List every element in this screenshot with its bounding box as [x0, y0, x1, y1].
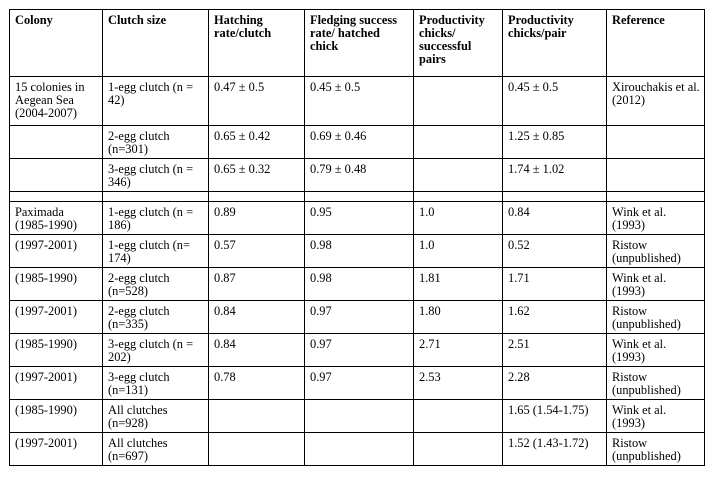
cell-reference: Ristow (unpublished) — [607, 367, 705, 400]
cell-clutch-size: 1-egg clutch (n= 174) — [103, 235, 209, 268]
header-colony: Colony — [10, 10, 103, 77]
spacer-cell — [10, 192, 103, 202]
cell-fledging-success: 0.45 ± 0.5 — [305, 77, 414, 126]
cell-hatching-rate — [209, 400, 305, 433]
cell-clutch-size: All clutches (n=928) — [103, 400, 209, 433]
cell-productivity-pair: 1.25 ± 0.85 — [503, 126, 607, 159]
cell-productivity-successful: 1.0 — [414, 235, 503, 268]
cell-productivity-pair: 1.71 — [503, 268, 607, 301]
cell-reference: Wink et al. (1993) — [607, 268, 705, 301]
cell-reference: Wink et al. (1993) — [607, 334, 705, 367]
cell-fledging-success: 0.69 ± 0.46 — [305, 126, 414, 159]
header-clutch-size: Clutch size — [103, 10, 209, 77]
cell-productivity-successful: 1.0 — [414, 202, 503, 235]
table-row — [10, 400, 705, 433]
cell-fledging-success: 0.98 — [305, 268, 414, 301]
cell-fledging-success — [305, 433, 414, 466]
cell-hatching-rate: 0.78 — [209, 367, 305, 400]
cell-colony: (1985-1990) — [10, 400, 103, 433]
cell-colony: (1997-2001) — [10, 367, 103, 400]
cell-productivity-successful — [414, 400, 503, 433]
cell-clutch-size: 2-egg clutch (n=301) — [103, 126, 209, 159]
spacer-cell — [209, 192, 305, 202]
cell-fledging-success — [305, 400, 414, 433]
cell-productivity-successful: 1.80 — [414, 301, 503, 334]
clutch-productivity-table — [9, 9, 705, 466]
cell-reference: Ristow (unpublished) — [607, 301, 705, 334]
cell-clutch-size: 2-egg clutch (n=528) — [103, 268, 209, 301]
table-row — [10, 367, 705, 400]
cell-colony: Paximada (1985-1990) — [10, 202, 103, 235]
cell-colony: (1985-1990) — [10, 268, 103, 301]
cell-productivity-pair: 2.51 — [503, 334, 607, 367]
cell-reference: Wink et al. (1993) — [607, 202, 705, 235]
header-reference: Reference — [607, 10, 705, 77]
cell-hatching-rate: 0.65 ± 0.42 — [209, 126, 305, 159]
cell-clutch-size: 2-egg clutch (n=335) — [103, 301, 209, 334]
header-hatching-rate: Hatching rate/clutch — [209, 10, 305, 77]
cell-colony: (1997-2001) — [10, 301, 103, 334]
table-row — [10, 235, 705, 268]
spacer-row — [10, 192, 705, 202]
header-fledging-success: Fledging success rate/ hatched chick — [305, 10, 414, 77]
cell-fledging-success: 0.95 — [305, 202, 414, 235]
cell-reference: Wink et al. (1993) — [607, 400, 705, 433]
table-row — [10, 159, 705, 192]
cell-hatching-rate: 0.87 — [209, 268, 305, 301]
cell-productivity-pair: 0.45 ± 0.5 — [503, 77, 607, 126]
table-row — [10, 433, 705, 466]
header-productivity-successful: Productivity chicks/ successful pairs — [414, 10, 503, 77]
cell-productivity-successful — [414, 126, 503, 159]
cell-colony — [10, 159, 103, 192]
table-row — [10, 202, 705, 235]
cell-productivity-successful — [414, 433, 503, 466]
cell-clutch-size: 3-egg clutch (n=131) — [103, 367, 209, 400]
table-row — [10, 334, 705, 367]
spacer-cell — [503, 192, 607, 202]
table-row — [10, 268, 705, 301]
cell-productivity-successful: 2.71 — [414, 334, 503, 367]
table-row — [10, 77, 705, 126]
cell-hatching-rate: 0.84 — [209, 301, 305, 334]
spacer-cell — [103, 192, 209, 202]
cell-hatching-rate — [209, 433, 305, 466]
cell-fledging-success: 0.97 — [305, 334, 414, 367]
cell-reference: Xirouchakis et al. (2012) — [607, 77, 705, 126]
cell-productivity-pair: 2.28 — [503, 367, 607, 400]
cell-clutch-size: 3-egg clutch (n = 202) — [103, 334, 209, 367]
cell-productivity-successful — [414, 77, 503, 126]
cell-hatching-rate: 0.47 ± 0.5 — [209, 77, 305, 126]
cell-colony: (1997-2001) — [10, 433, 103, 466]
cell-hatching-rate: 0.84 — [209, 334, 305, 367]
cell-colony: 15 colonies in Aegean Sea (2004-2007) — [10, 77, 103, 126]
cell-productivity-pair: 1.62 — [503, 301, 607, 334]
cell-clutch-size: 3-egg clutch (n = 346) — [103, 159, 209, 192]
header-row — [10, 10, 705, 77]
cell-productivity-successful: 1.81 — [414, 268, 503, 301]
cell-fledging-success: 0.98 — [305, 235, 414, 268]
cell-hatching-rate: 0.57 — [209, 235, 305, 268]
cell-productivity-successful: 2.53 — [414, 367, 503, 400]
cell-reference: Ristow (unpublished) — [607, 433, 705, 466]
cell-productivity-pair: 1.74 ± 1.02 — [503, 159, 607, 192]
table-container — [9, 9, 705, 466]
cell-hatching-rate: 0.89 — [209, 202, 305, 235]
spacer-cell — [607, 192, 705, 202]
table-row — [10, 126, 705, 159]
cell-productivity-pair: 0.52 — [503, 235, 607, 268]
cell-colony: (1997-2001) — [10, 235, 103, 268]
cell-productivity-pair: 0.84 — [503, 202, 607, 235]
spacer-cell — [414, 192, 503, 202]
cell-fledging-success: 0.97 — [305, 367, 414, 400]
cell-productivity-pair: 1.52 (1.43-1.72) — [503, 433, 607, 466]
cell-fledging-success: 0.79 ± 0.48 — [305, 159, 414, 192]
cell-clutch-size: 1-egg clutch (n = 186) — [103, 202, 209, 235]
cell-colony — [10, 126, 103, 159]
cell-clutch-size: All clutches (n=697) — [103, 433, 209, 466]
cell-reference — [607, 126, 705, 159]
cell-productivity-successful — [414, 159, 503, 192]
cell-fledging-success: 0.97 — [305, 301, 414, 334]
cell-colony: (1985-1990) — [10, 334, 103, 367]
cell-productivity-pair: 1.65 (1.54-1.75) — [503, 400, 607, 433]
header-productivity-pair: Productivity chicks/pair — [503, 10, 607, 77]
cell-reference: Ristow (unpublished) — [607, 235, 705, 268]
table-row — [10, 301, 705, 334]
cell-reference — [607, 159, 705, 192]
cell-hatching-rate: 0.65 ± 0.32 — [209, 159, 305, 192]
spacer-cell — [305, 192, 414, 202]
cell-clutch-size: 1-egg clutch (n = 42) — [103, 77, 209, 126]
